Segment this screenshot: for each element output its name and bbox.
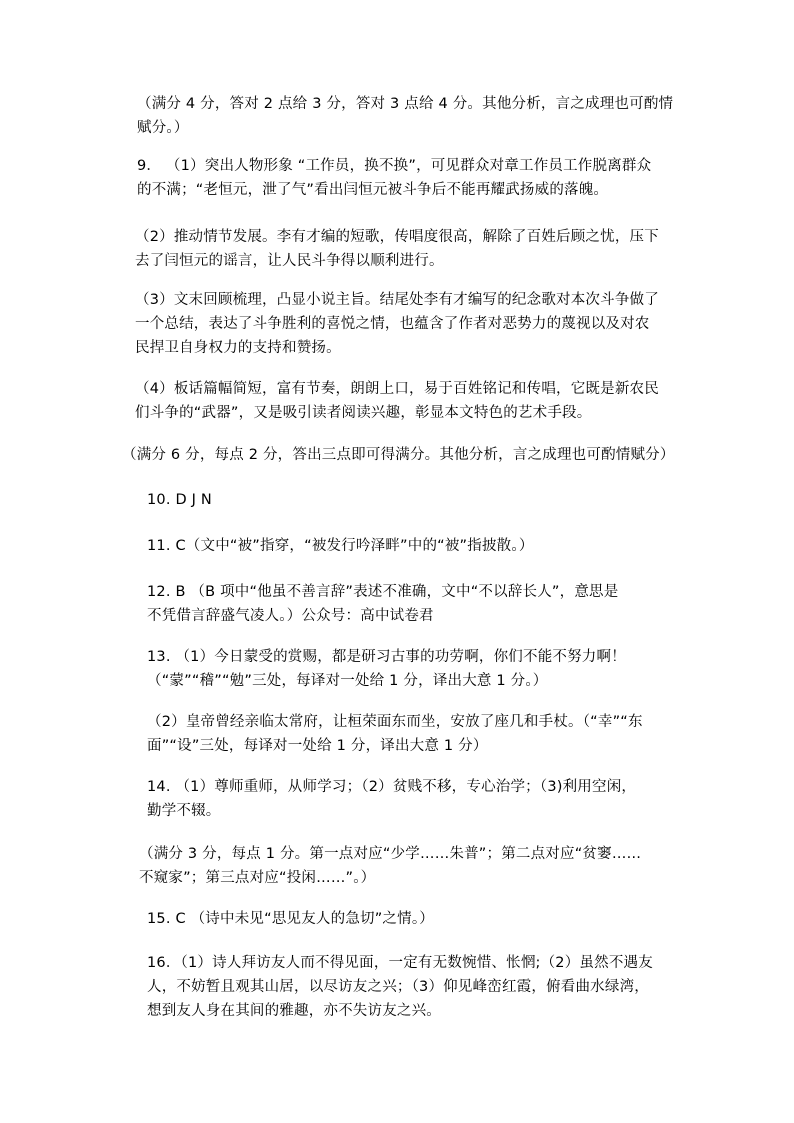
text-line: 面”“设”三处，每译对一处给 1 分，译出大意 1 分） [147, 738, 488, 754]
text-line: 们斗争的“武器”，又是吸引读者阅读兴趣，彰显本文特色的艺术手段。 [135, 405, 592, 421]
text-line: 13. （1）今日蒙受的赏赐，都是研习古事的功劳啊，你们不能不努力啊！ [147, 649, 626, 665]
text-line: 去了闫恒元的谣言，让人民斗争得以顺利进行。 [135, 253, 444, 269]
paragraph-q8-scoring [137, 92, 673, 140]
text-line: （2）推动情节发展。李有才编的短歌，传唱度很高，解除了百姓后顾之忧，压下 [135, 229, 659, 245]
paragraph-q13-2 [147, 710, 643, 758]
text-line: 赋分。） [137, 120, 189, 136]
text-line: 不窥家”；第三点对应“投闲……”。） [139, 870, 376, 886]
text-line: 9． （1）突出人物形象 “工作员，换不换”，可见群众对章工作员工作脱离群众 [137, 158, 652, 174]
paragraph-q12 [147, 580, 618, 628]
text-line: （“蒙”“稽”“勉”三处，每译对一处给 1 分，译出大意 1 分。） [147, 673, 548, 689]
paragraph-q15 [147, 907, 434, 931]
text-line: （满分 3 分，每点 1 分。第一点对应“少学……朱普”；第二点对应“贫窭…… [139, 846, 642, 862]
paragraph-q9-2 [135, 225, 659, 273]
text-line: 12. B （B 项中“他虽不善言辞”表述不准确，文中“不以辞长人”，意思是 [147, 584, 619, 600]
text-line: （满分 4 分，答对 2 点给 3 分，答对 3 点给 4 分。其他分析，言之成理也可酌情 [137, 96, 674, 112]
paragraph-q9-4 [135, 377, 659, 425]
text-line: （满分 6 分，每点 2 分，答出三点即可得满分。其他分析，言之成理也可酌情赋分） [122, 447, 675, 463]
paragraph-q9-3 [135, 288, 659, 360]
text-line: 民捍卫自身权力的支持和赞扬。 [135, 340, 341, 356]
paragraph-q10 [147, 488, 212, 512]
paragraph-q9-scoring [122, 443, 675, 467]
paragraph-q9-1 [137, 154, 651, 202]
text-line: 10. D J N [147, 492, 212, 508]
paragraph-q16 [147, 951, 653, 1023]
text-line: （4）板话篇幅简短，富有节奏，朗朗上口，易于百姓铭记和传唱，它既是新农民 [135, 381, 659, 397]
text-line: 11. C（文中“被”指穿，“被发行吟泽畔”中的“被”指披散。） [147, 538, 534, 554]
text-line: 勤学不辍。 [147, 803, 221, 819]
text-line: 不凭借言辞盛气凌人。）公众号：高中试卷君 [147, 608, 434, 624]
paragraph-q14-scoring [139, 842, 641, 890]
paragraph-q13-1 [147, 645, 626, 693]
text-line: 15. C （诗中未见“思见友人的急切”之情。） [147, 911, 434, 927]
paragraph-q11 [147, 534, 534, 558]
text-line: 人，不妨暂且观其山居，以尽访友之兴；（3）仰见峰峦红霞，俯看曲水绿湾， [147, 979, 649, 995]
text-line: （2）皇帝曾经亲临太常府，让桓荣面东而坐，安放了座几和手杖。（“幸”“东 [147, 714, 643, 730]
paragraph-q14 [147, 775, 636, 823]
text-line: 14. （1）尊师重师，从师学习；（2）贫贱不移，专心治学；（3)利用空闲， [147, 779, 637, 795]
text-line: 想到友人身在其间的雅趣，亦不失访友之兴。 [147, 1003, 441, 1019]
text-line: 16．（1）诗人拜访友人而不得见面，一定有无数惋惜、怅惘;（2）虽然不遇友 [147, 955, 653, 971]
text-line: 的不满；“老恒元，泄了气”看出闫恒元被斗争后不能再耀武扬威的落魄。 [137, 182, 609, 198]
text-line: （3）文末回顾梳理，凸显小说主旨。结尾处李有才编写的纪念歌对本次斗争做了 [135, 292, 659, 308]
text-line: 一个总结，表达了斗争胜利的喜悦之情，也蕴含了作者对恶势力的蔑视以及对农 [135, 316, 650, 332]
